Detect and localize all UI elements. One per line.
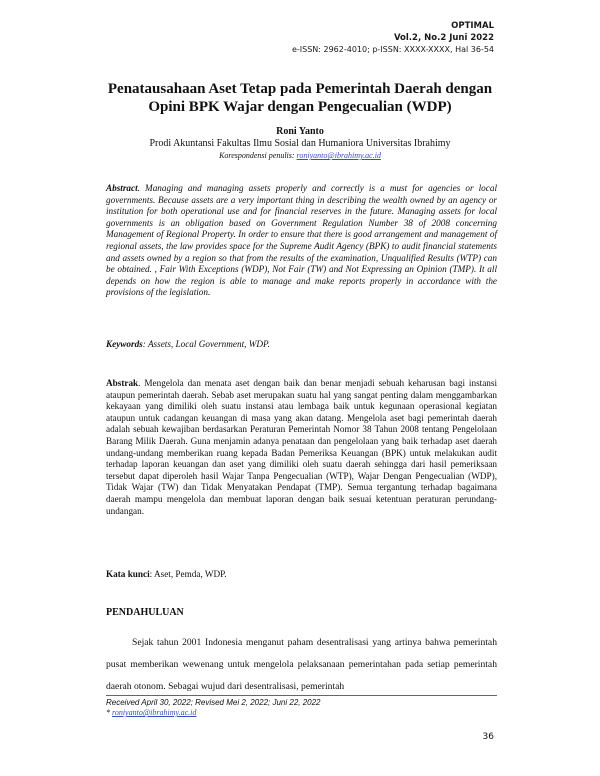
abstract-indonesian [106,378,497,517]
footnote [106,698,497,718]
intro-paragraph: Sejak tahun 2001 Indonesia menganut paham desentralisasi yang artinya bahwa pemerintah pusat memberikan wewenang untuk mengelola pelaksanaan pemerintahan pada setiap pemerintah daerah otonom. Sebagai wujud dari desentralisasi, pemerintah [106,637,497,692]
journal-header [292,20,494,56]
received-dates: Received April 30, 2022; Revised Mei 2, 2022; Juni 22, 2022 [106,698,321,707]
abstract-en-label: Abstract [106,183,138,193]
correspondence-email-link[interactable]: roniyanto@ibrahimy.ac.id [296,151,381,160]
author-name: Roni Yanto [276,126,324,137]
footnote-email-link[interactable]: roniyanto@ibrahimy.ac.id [112,708,197,717]
keywords-indonesian [106,568,497,580]
keywords-en-text: : Assets, Local Government, WDP. [142,339,270,349]
author-affiliation: Prodi Akuntansi Fakultas Ilmu Sosial dan Humaniora Universitas Ibrahimy [149,138,451,149]
journal-volume: Vol.2, No.2 Juni 2022 [393,33,494,43]
abstract-id-label: Abstrak [106,378,139,388]
keywords-id-text: : Aset, Pemda, WDP. [149,569,227,579]
abstract-english [106,183,497,299]
footnote-email-line [106,708,497,718]
abstract-id-text: . Mengelola dan menata aset dengan baik dan benar menjadi sebuah keharusan bagi instansi ataupun pemerintah daerah. Sebab aset merupakan suatu hal yang sangat penting dalam menggambarkan kekayaan yang dimiliki oleh suatu instansi atau lembaga baik untuk kegunaan operasional kegiatan ataupun untuk cadangan keuangan di masa yang akan datang. Mengelola aset bagi pemerintah daerah adalah sebuah kewajiban berdasarkan Peraturan Pemerintah Nomor 38 Tahun 2008 tentang Pengelolaan Barang Milik Daerah. Guna menjamin adanya penataan dan pengelolaan yang baik terhadap aset daerah undang-undang memberikan ruang kepada Badan Pemeriksa Keuangan (BPK) untuk melakukan audit terhadap laporan keuangan dan aset yang dimiliki oleh suatu daerah sehingga dari hasil pemeriksaan tersebut dapat diperoleh hasil Wajar Tanpa Pengecualian (WTP), Wajar Dengan Pengecualian (WDP), Tidak Wajar (TW) dan Tidak Menyatakan Pendapat (TMP). Semua tergantung terhadap bagaimana daerah mampu mengelola dan membuat laporan dengan baik sesuai ketentuan peraturan perundang-undangan. [106,378,497,516]
paper-title: Penatausahaan Aset Tetap pada Pemerintah Daerah dengan Opini BPK Wajar dengan Pengecualian (WDP) [107,81,493,115]
keywords-en-label: Keywords [106,339,143,349]
journal-issn: e-ISSN: 2962-4010; p-ISSN: XXXX-XXXX, Hal 36-54 [291,45,494,54]
footnote-divider [106,695,497,696]
abstract-en-text: . Managing and managing assets properly and correctly is a must for agencies or local governments. Because assets are a very important thing in describing the wealth owned by an agency or institution for both operational use and for financial reserves in the future. Managing assets for local governments is an obligation based on Government Regulation Number 38 of 2008 concerning Management of Regional Property. In order to ensure that there is good arrangement and management of regional assets, the law provides space for the Supreme Audit Agency (BPK) to audit financial statements and assets owned by a region so that from the results of the examination, Unqualified Results (WTP) can be obtained. , Fair With Exceptions (WDP), Not Fair (TW) and Not Expressing an Opinion (TMP). It all depends on how the region is able to manage and make reports properly in accordance with the provisions of the legislation. [106,183,497,298]
keywords-english [106,338,497,350]
footnote-marker: * [106,708,110,717]
correspondence-label: Korespondensi penulis: [219,151,297,160]
page-number: 36 [482,732,494,742]
correspondence [100,151,500,161]
keywords-id-label: Kata kunci [106,569,150,579]
journal-name: OPTIMAL [451,21,494,31]
section-heading: PENDAHULUAN [106,607,184,618]
